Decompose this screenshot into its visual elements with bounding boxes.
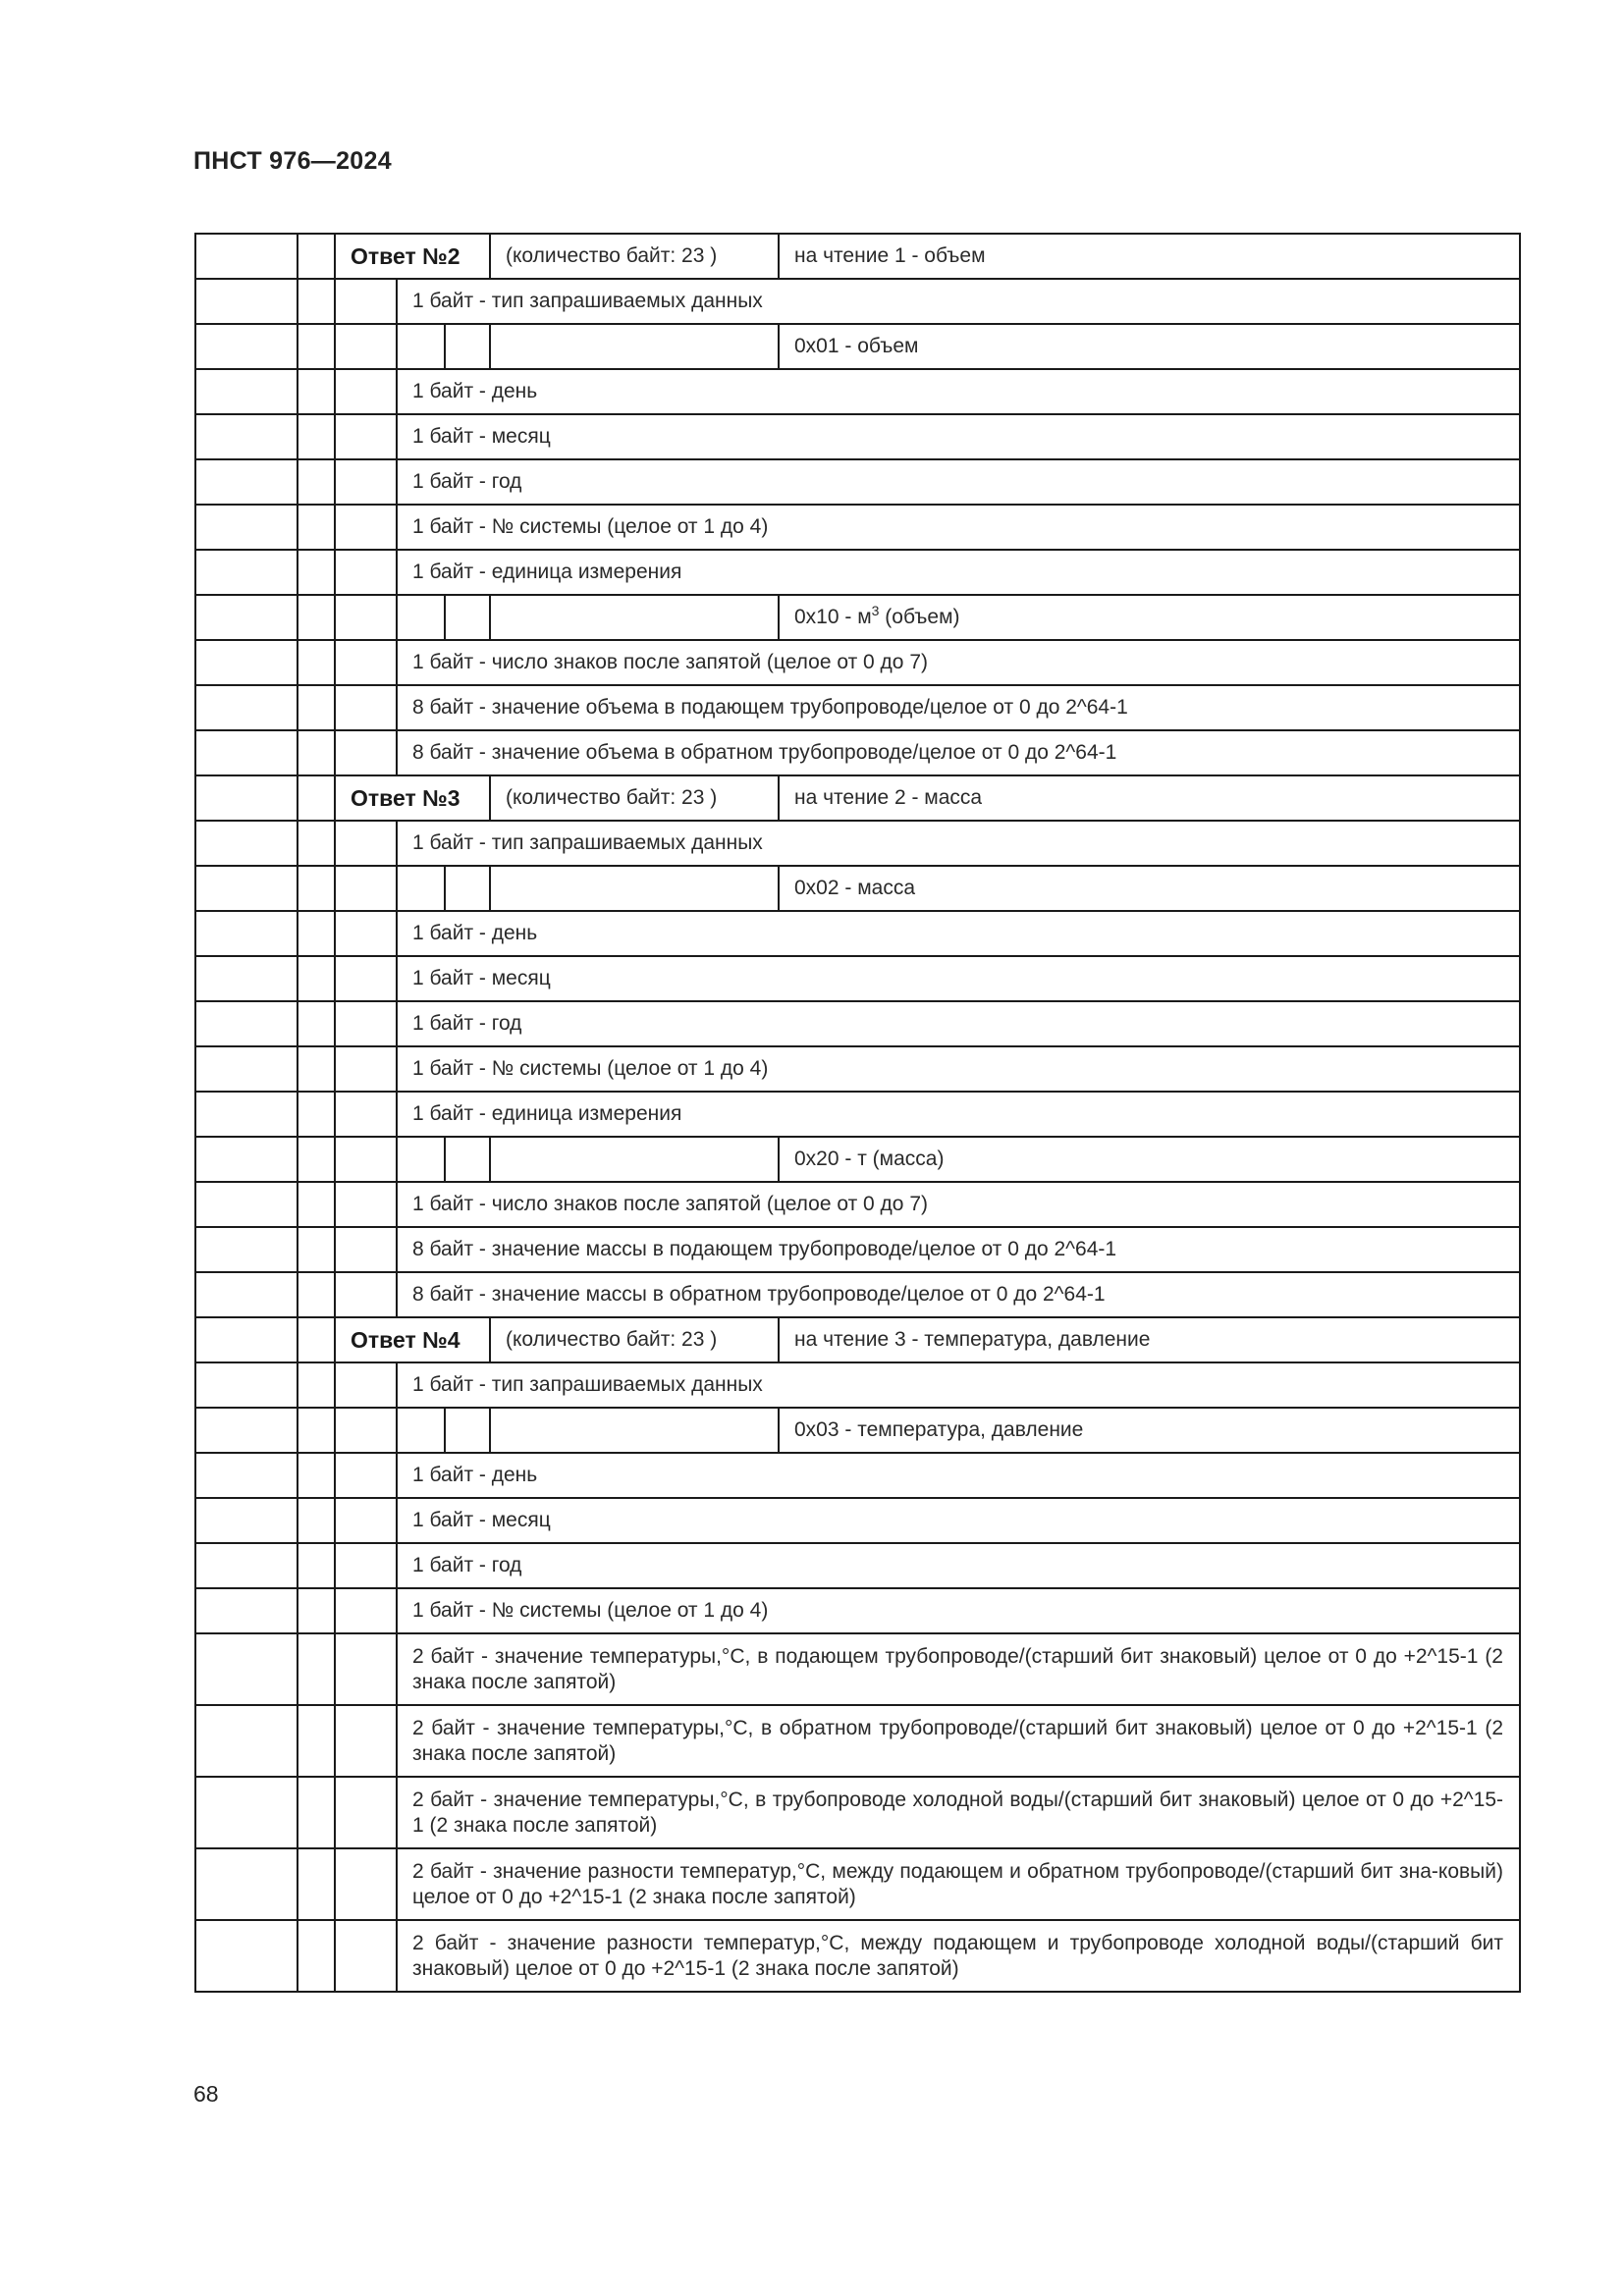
response-purpose: на чтение 3 - температура, давление (779, 1317, 1520, 1362)
table-row (195, 1272, 1520, 1317)
table-row (195, 956, 1520, 1001)
table-row (195, 1408, 1520, 1453)
table-row (195, 279, 1520, 324)
table-row (195, 595, 1520, 640)
field-day: 1 байт - день (397, 1453, 1520, 1498)
response-title: Ответ №2 (335, 234, 490, 279)
field-temp-diff-supply-cold: 2 байт - значение разности температур,°С, между подающем и трубопроводе холодной воды/(старший бит знаковый) целое от 0 до +2^15-1 (2 знака после запятой) (397, 1920, 1520, 1992)
value-unit: $0x10 - м^3$ (объем) (779, 595, 1520, 640)
field-decimals: 1 байт - число знаков после запятой (целое от 0 до 7) (397, 640, 1520, 685)
table-row (195, 369, 1520, 414)
field-request-type: 1 байт - тип запрашиваемых данных (397, 821, 1520, 866)
document-header: ПНСТ 976—2024 (193, 147, 392, 175)
response-title: Ответ №3 (335, 775, 490, 821)
table-row (195, 1046, 1520, 1092)
field-month: 1 байт - месяц (397, 956, 1520, 1001)
field-day: 1 байт - день (397, 369, 1520, 414)
field-request-type: 1 байт - тип запрашиваемых данных (397, 279, 1520, 324)
table-row (195, 1777, 1520, 1848)
field-temp-diff-supply-return: 2 байт - значение разности температур,°С, между подающем и обратном трубопроводе/(старший бит зна-ковый) целое от 0 до +2^15-1 (2 знака после запятой) (397, 1848, 1520, 1920)
response-title: Ответ №4 (335, 1317, 490, 1362)
table-row (195, 1705, 1520, 1777)
table-row (195, 414, 1520, 459)
table-row (195, 324, 1520, 369)
field-day: 1 байт - день (397, 911, 1520, 956)
field-value-return: 8 байт - значение массы в обратном трубопроводе/целое от 0 до 2^64-1 (397, 1272, 1520, 1317)
page-number: 68 (193, 2081, 219, 2107)
table-row (195, 1001, 1520, 1046)
field-unit: 1 байт - единица измерения (397, 550, 1520, 595)
field-unit: 1 байт - единица измерения (397, 1092, 1520, 1137)
response-byte-count: (количество байт: 23 ) (490, 234, 779, 279)
field-request-type: 1 байт - тип запрашиваемых данных (397, 1362, 1520, 1408)
response-purpose: на чтение 2 - масса (779, 775, 1520, 821)
response-header-row (195, 775, 1520, 821)
table-row (195, 911, 1520, 956)
field-year: 1 байт - год (397, 1001, 1520, 1046)
table-row (195, 1588, 1520, 1633)
table-row (195, 1227, 1520, 1272)
table-row (195, 1137, 1520, 1182)
table-row (195, 1848, 1520, 1920)
value-request-type: 0x02 - масса (779, 866, 1520, 911)
table-row (195, 1362, 1520, 1408)
table-row (195, 550, 1520, 595)
field-temp-return: 2 байт - значение температуры,°С, в обратном трубопроводе/(старший бит знаковый) целое от 0 до +2^15-1 (2 знака после запятой) (397, 1705, 1520, 1777)
response-purpose: на чтение 1 - объем (779, 234, 1520, 279)
table-row (195, 685, 1520, 730)
field-decimals: 1 байт - число знаков после запятой (целое от 0 до 7) (397, 1182, 1520, 1227)
field-month: 1 байт - месяц (397, 1498, 1520, 1543)
response-header-row (195, 1317, 1520, 1362)
field-value-supply: 8 байт - значение объема в подающем трубопроводе/целое от 0 до 2^64-1 (397, 685, 1520, 730)
table-row (195, 1633, 1520, 1705)
response-header-row (195, 234, 1520, 279)
table-row (195, 730, 1520, 775)
response-byte-count: (количество байт: 23 ) (490, 775, 779, 821)
value-request-type: 0x03 - температура, давление (779, 1408, 1520, 1453)
table-row (195, 821, 1520, 866)
table-row (195, 459, 1520, 505)
table-row (195, 1543, 1520, 1588)
field-year: 1 байт - год (397, 1543, 1520, 1588)
field-month: 1 байт - месяц (397, 414, 1520, 459)
value-unit: 0x20 - т (масса) (779, 1137, 1520, 1182)
field-value-return: 8 байт - значение объема в обратном трубопроводе/целое от 0 до 2^64-1 (397, 730, 1520, 775)
table-row (195, 1182, 1520, 1227)
field-value-supply: 8 байт - значение массы в подающем трубопроводе/целое от 0 до 2^64-1 (397, 1227, 1520, 1272)
field-temp-cold: 2 байт - значение температуры,°С, в трубопроводе холодной воды/(старший бит знаковый) целое от 0 до +2^15-1 (2 знака после запятой) (397, 1777, 1520, 1848)
table-row (195, 1920, 1520, 1992)
field-year: 1 байт - год (397, 459, 1520, 505)
table-row (195, 640, 1520, 685)
protocol-table (194, 233, 1521, 1993)
field-system-number: 1 байт - № системы (целое от 1 до 4) (397, 505, 1520, 550)
value-request-type: 0x01 - объем (779, 324, 1520, 369)
field-system-number: 1 байт - № системы (целое от 1 до 4) (397, 1046, 1520, 1092)
table-row (195, 866, 1520, 911)
field-temp-supply: 2 байт - значение температуры,°С, в подающем трубопроводе/(старший бит знаковый) целое от 0 до +2^15-1 (2 знака после запятой) (397, 1633, 1520, 1705)
table-row (195, 505, 1520, 550)
table-row (195, 1092, 1520, 1137)
field-system-number: 1 байт - № системы (целое от 1 до 4) (397, 1588, 1520, 1633)
response-byte-count: (количество байт: 23 ) (490, 1317, 779, 1362)
table-row (195, 1498, 1520, 1543)
table-row (195, 1453, 1520, 1498)
